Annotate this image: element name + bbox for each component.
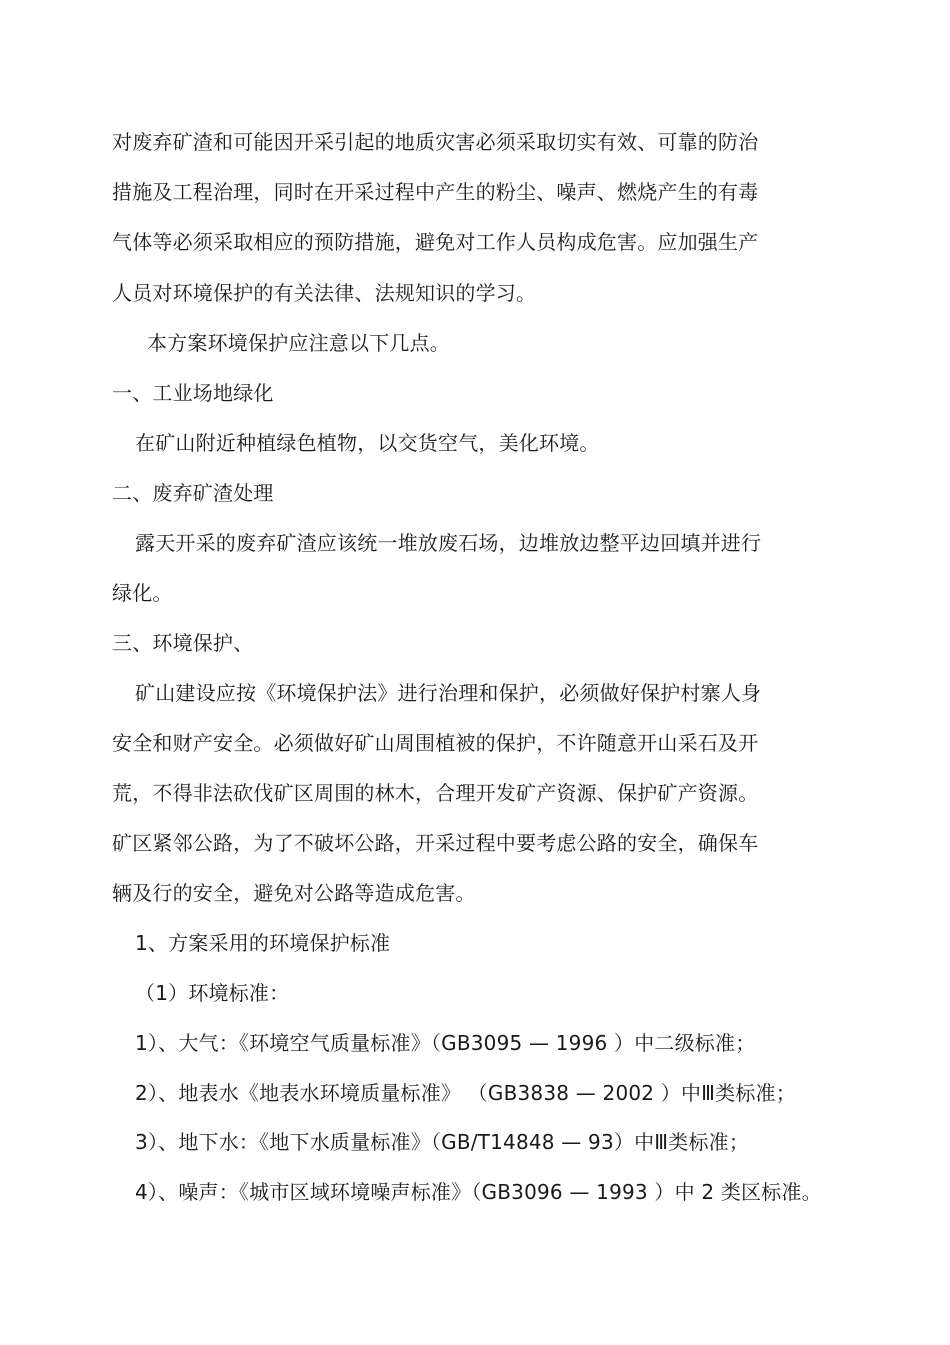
list-heading: （1）环境标准： xyxy=(135,981,290,1005)
paragraph-line: 本方案环境保护应注意以下几点。 xyxy=(147,331,450,355)
paragraph-line: 安全和财产安全。必须做好矿山周围植被的保护，不许随意开山采石及开 xyxy=(112,731,759,755)
paragraph-line: 辆及行的安全，避免对公路等造成危害。 xyxy=(112,881,476,905)
standard-item: 4）、噪声：《城市区域环境噪声标准》（GB3096 — 1993 ）中 2 类区标准。 xyxy=(135,1180,822,1204)
paragraph-line: 气体等必须采取相应的预防措施，避免对工作人员构成危害。应加强生产 xyxy=(112,230,759,254)
section-heading: 三、环境保护、 xyxy=(112,631,254,655)
standard-item: 3）、地下水：《地下水质量标准》（GB/T14848 — 93）中Ⅲ类标准； xyxy=(135,1130,750,1154)
paragraph-line: 在矿山附近种植绿色植物，以交货空气，美化环境。 xyxy=(135,431,600,455)
paragraph-line: 措施及工程治理，同时在开采过程中产生的粉尘、噪声、燃烧产生的有毒 xyxy=(112,180,759,204)
section-heading: 一、工业场地绿化 xyxy=(112,381,274,405)
paragraph-line: 人员对环境保护的有关法律、法规知识的学习。 xyxy=(112,281,537,305)
paragraph-line: 露天开采的废弃矿渣应该统一堆放废石场，边堆放边整平边回填并进行 xyxy=(135,531,762,555)
paragraph-line: 绿化。 xyxy=(112,581,173,605)
paragraph-line: 矿区紧邻公路，为了不破坏公路，开采过程中要考虑公路的安全，确保车 xyxy=(112,831,759,855)
section-heading: 二、废弃矿渣处理 xyxy=(112,481,274,505)
paragraph-line: 对废弃矿渣和可能因开采引起的地质灾害必须采取切实有效、可靠的防治 xyxy=(112,130,759,154)
paragraph-line: 荒，不得非法砍伐矿区周围的林木，合理开发矿产资源、保护矿产资源。 xyxy=(112,781,759,805)
subsection-heading: 1、方案采用的环境保护标准 xyxy=(135,931,391,955)
paragraph-line: 矿山建设应按《环境保护法》进行治理和保护，必须做好保护村寨人身 xyxy=(135,681,762,705)
standard-item: 2）、地表水《地表水环境质量标准》 （GB3838 — 2002 ）中Ⅲ类标准； xyxy=(135,1081,796,1105)
standard-item: 1）、大气：《环境空气质量标准》（GB3095 — 1996 ）中二级标准； xyxy=(135,1031,756,1055)
